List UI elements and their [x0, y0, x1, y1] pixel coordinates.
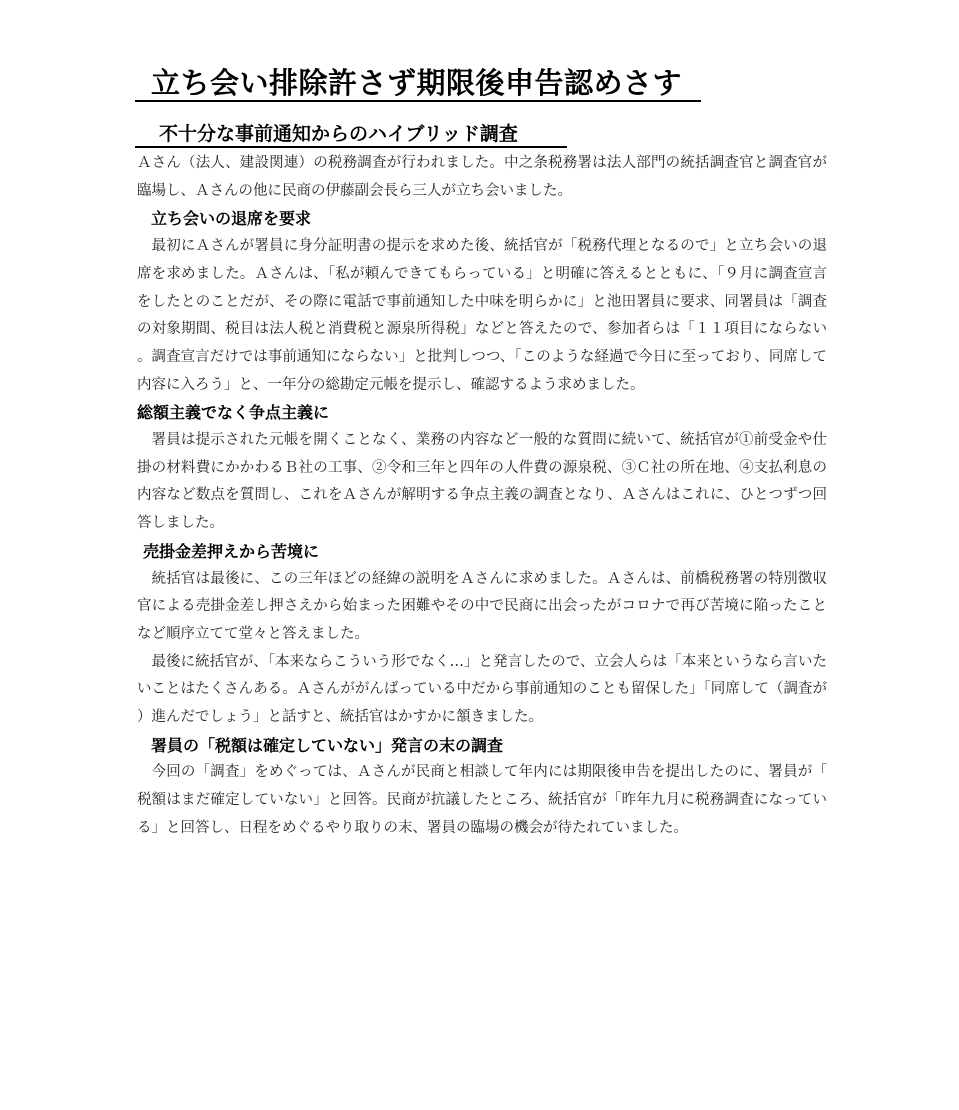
- section-paragraph: 今回の「調査」をめぐっては、Ａさんが民商と相談して年内には期限後申告を提出したのに、署員が「税額はまだ確定していない」と回答。民商が抗議したところ、統括官が「昨年九月に税務調査になっている」と回答し、日程をめぐるやり取りの末、署員の臨場の機会が待たれていました。: [137, 764, 827, 836]
- section-paragraph: 統括官は最後に、この三年ほどの経緯の説明をＡさんに求めました。Ａさんは、前橋税務署の特別徴収官による売掛金差し押さえから始まった困難やその中で民商に出会ったがコロナで再び苦境に陥ったことなど順序立てて堂々と答えました。: [137, 570, 827, 642]
- section-paragraph: 最初にＡさんが署員に身分証明書の提示を求めた後、統括官が「税務代理となるので」と立ち会いの退席を求めました。Ａさんは、「私が頼んできてもらっている」と明確に答えるとともに、「９月に調査宣言をしたとのことだが、その際に電話で事前通知した中味を明らかに」と池田署員に要求、同署員は「調査の対象期間、税目は法人税と消費税と源泉所得税」などと答えたので、参加者らは「１１項目にならない。調査宣言だけでは事前通知にならない」と批判しつつ、「このような経過で今日に至っており、同席して内容に入ろう」と、一年分の総勘定元帳を提示し、確認するよう求めました。: [137, 238, 827, 393]
- section-paragraph: 最後に統括官が、「本来ならこういう形でなく…」と発言したので、立会人らは「本来というなら言いたいことはたくさんある。Ａさんががんばっている中だから事前通知のことも留保した」「同席して（調査が）進んだでしょう」と話すと、統括官はかすかに頷きました。: [137, 653, 827, 726]
- section-heading-tax-amount-statement: 署員の「税額は確定していない」発言の末の調査: [151, 735, 504, 755]
- document-title: 立ち会い排除許さず期限後申告認めさす: [135, 64, 701, 102]
- section-heading-receivables-seizure: 売掛金差押えから苦境に: [143, 541, 320, 561]
- document-subtitle: 不十分な事前通知からのハイブリッド調査: [135, 122, 567, 148]
- article-body: [137, 150, 827, 843]
- intro-paragraph: Ａさん（法人、建設関連）の税務調査が行われました。中之条税務署は法人部門の統括調査官と調査官が臨場し、Ａさんの他に民商の伊藤副会長ら三人が立ち会いました。: [137, 155, 827, 199]
- section-heading-withdrawal-request: 立ち会いの退席を要求: [151, 209, 312, 229]
- section-heading-issue-based: 総額主義でなく争点主義に: [137, 403, 330, 423]
- section-paragraph: 署員は提示された元帳を開くことなく、業務の内容など一般的な質問に続いて、統括官が①前受金や仕掛の材料費にかかわるＢ社の工事、②令和三年と四年の人件費の源泉税、③Ｃ社の所在地、④支払利息の内容など数点を質問し、これをＡさんが解明する争点主義の調査となり、Ａさんはこれに、ひとつずつ回答しました。: [137, 432, 827, 532]
